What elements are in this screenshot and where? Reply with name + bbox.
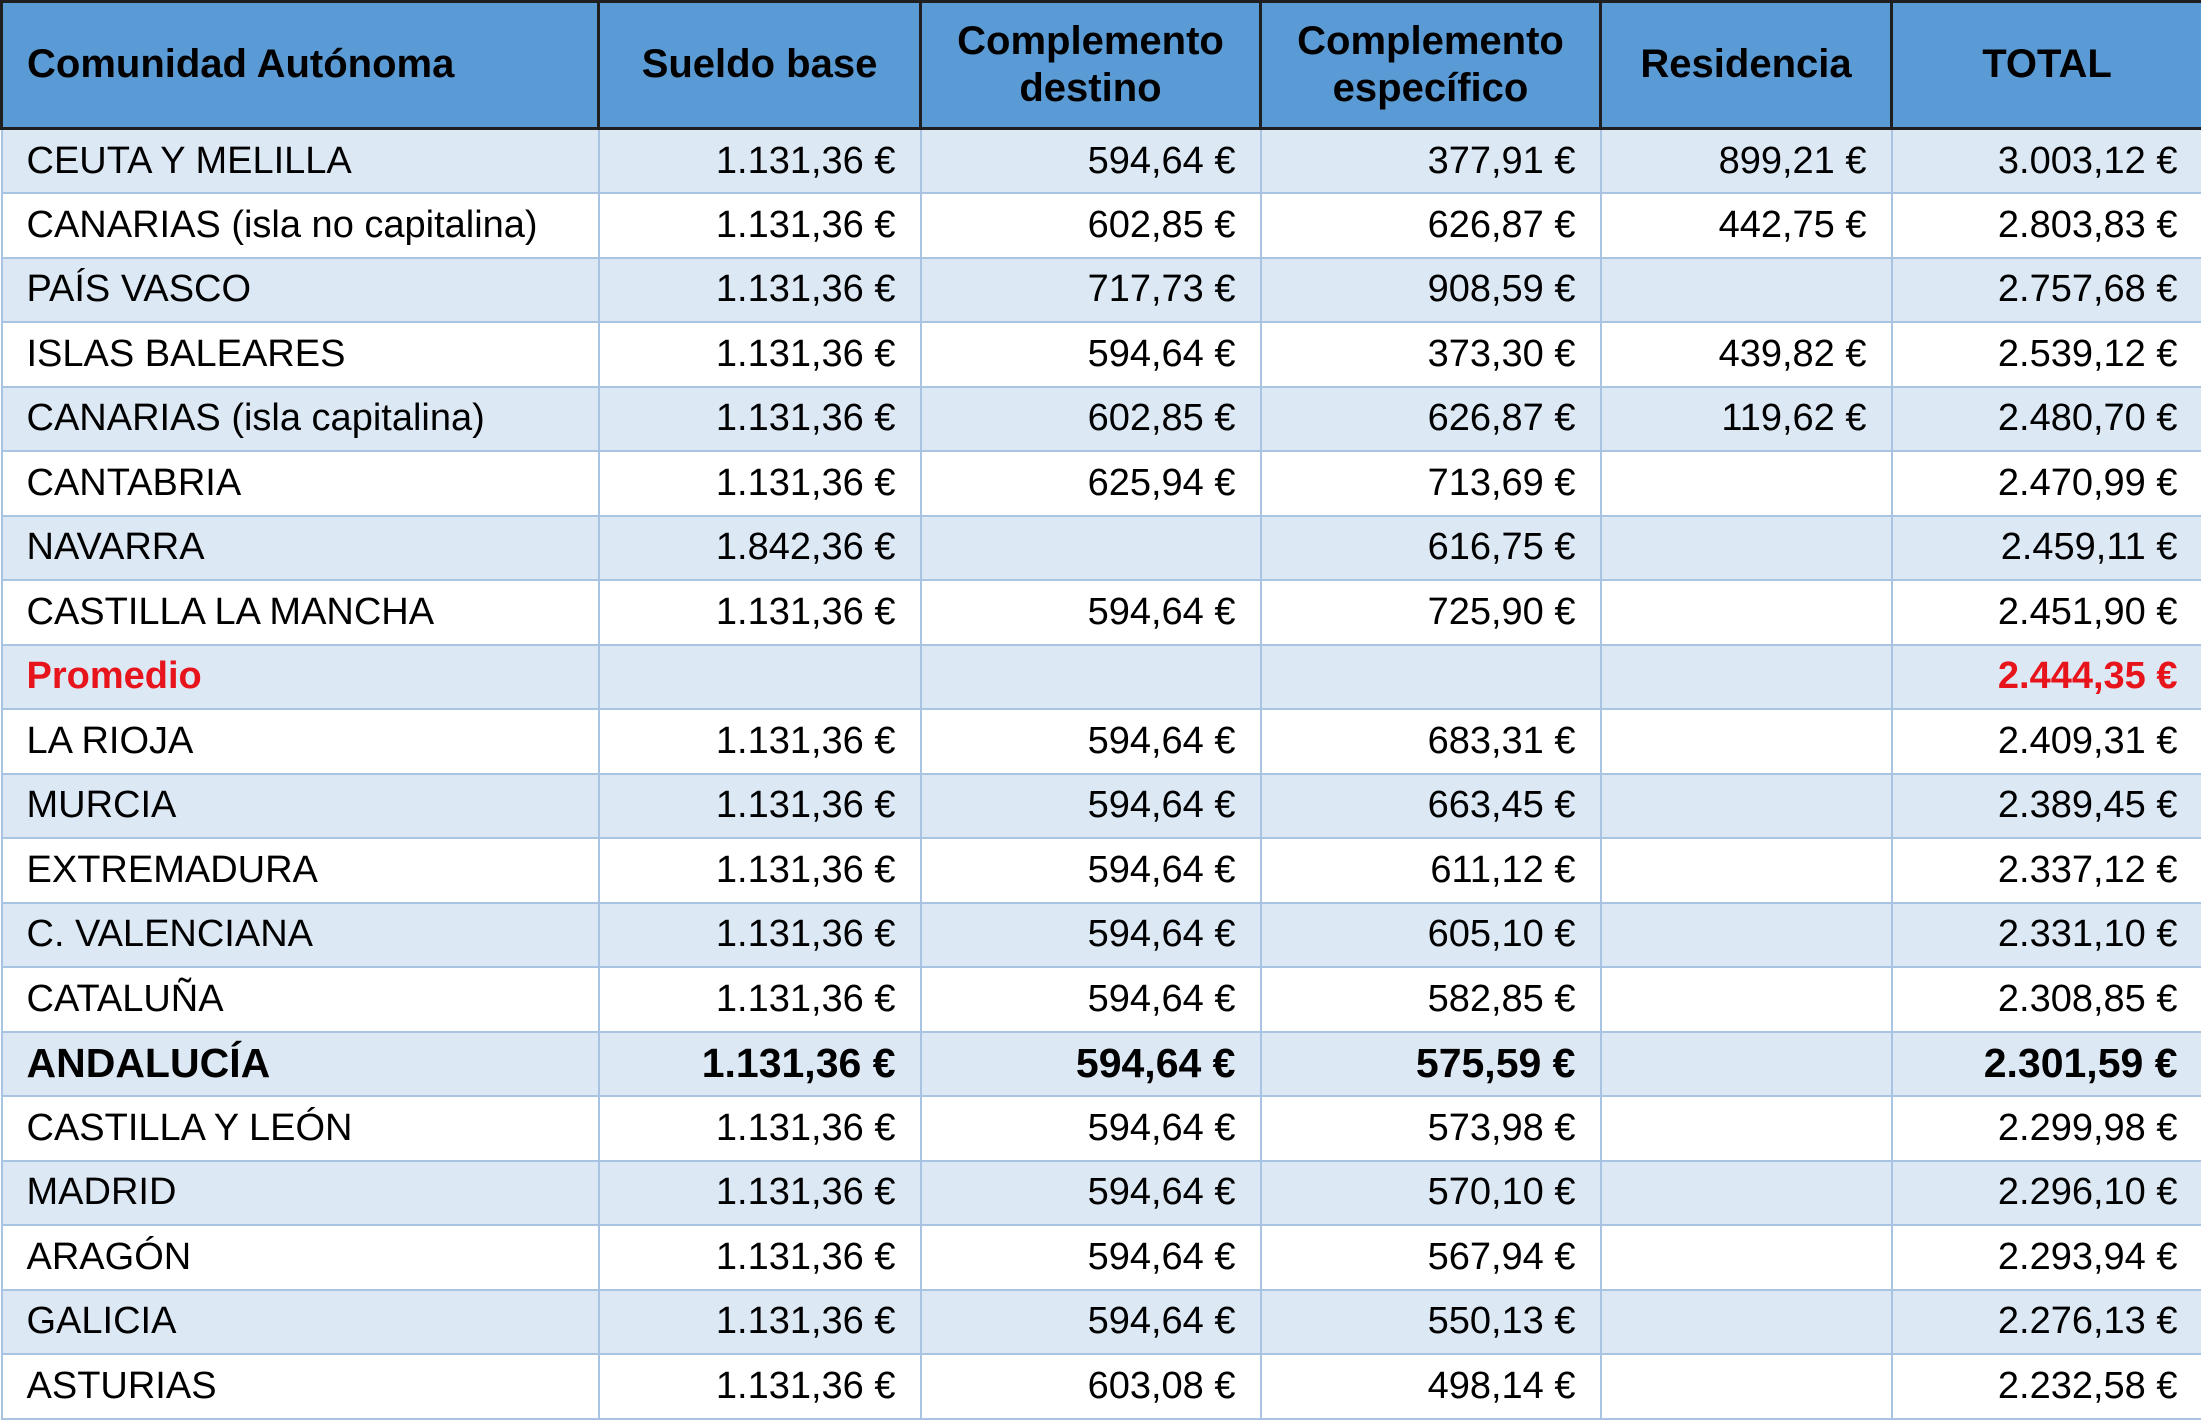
cell-total: 2.444,35 € (1892, 645, 2201, 710)
cell-comunidad: CATALUÑA (2, 967, 599, 1032)
cell-residencia (1601, 903, 1892, 968)
cell-comunidad: GALICIA (2, 1290, 599, 1355)
cell-complemento-destino (921, 516, 1261, 581)
cell-residencia (1601, 709, 1892, 774)
cell-complemento-destino: 594,64 € (921, 903, 1261, 968)
cell-sueldo-base: 1.131,36 € (599, 838, 921, 903)
table-row (2, 1354, 2201, 1419)
cell-sueldo-base: 1.131,36 € (599, 903, 921, 968)
cell-residencia (1601, 838, 1892, 903)
cell-complemento-destino: 594,64 € (921, 1096, 1261, 1161)
cell-complemento-especifico: 616,75 € (1261, 516, 1601, 581)
cell-comunidad: ARAGÓN (2, 1225, 599, 1290)
cell-complemento-especifico (1261, 645, 1601, 710)
cell-sueldo-base: 1.131,36 € (599, 322, 921, 387)
cell-complemento-especifico: 498,14 € (1261, 1354, 1601, 1419)
cell-sueldo-base: 1.131,36 € (599, 1096, 921, 1161)
table-row (2, 1161, 2201, 1226)
cell-comunidad: CANARIAS (isla capitalina) (2, 387, 599, 452)
cell-complemento-especifico: 567,94 € (1261, 1225, 1601, 1290)
cell-residencia: 439,82 € (1601, 322, 1892, 387)
cell-residencia (1601, 451, 1892, 516)
cell-sueldo-base: 1.131,36 € (599, 967, 921, 1032)
cell-complemento-destino: 594,64 € (921, 322, 1261, 387)
header-comunidad: Comunidad Autónoma (2, 2, 599, 129)
cell-sueldo-base: 1.131,36 € (599, 709, 921, 774)
cell-complemento-destino: 594,64 € (921, 1161, 1261, 1226)
cell-residencia (1601, 1225, 1892, 1290)
cell-complemento-destino: 717,73 € (921, 258, 1261, 323)
cell-total: 2.337,12 € (1892, 838, 2201, 903)
cell-total: 2.389,45 € (1892, 774, 2201, 839)
cell-residencia: 442,75 € (1601, 193, 1892, 258)
table-row (2, 774, 2201, 839)
cell-complemento-especifico: 377,91 € (1261, 129, 1601, 194)
cell-comunidad: NAVARRA (2, 516, 599, 581)
cell-complemento-destino: 603,08 € (921, 1354, 1261, 1419)
cell-sueldo-base: 1.131,36 € (599, 580, 921, 645)
cell-sueldo-base: 1.131,36 € (599, 1032, 921, 1097)
cell-complemento-destino: 594,64 € (921, 1032, 1261, 1097)
table-row (2, 709, 2201, 774)
cell-complemento-especifico: 605,10 € (1261, 903, 1601, 968)
cell-residencia (1601, 580, 1892, 645)
cell-sueldo-base: 1.131,36 € (599, 387, 921, 452)
table-row (2, 1096, 2201, 1161)
cell-comunidad: MADRID (2, 1161, 599, 1226)
table-row (2, 451, 2201, 516)
table-row (2, 1032, 2201, 1097)
cell-comunidad: PAÍS VASCO (2, 258, 599, 323)
cell-sueldo-base: 1.131,36 € (599, 1290, 921, 1355)
cell-residencia (1601, 258, 1892, 323)
cell-total: 2.299,98 € (1892, 1096, 2201, 1161)
cell-comunidad: ISLAS BALEARES (2, 322, 599, 387)
cell-complemento-destino: 594,64 € (921, 838, 1261, 903)
table-body (2, 129, 2201, 1419)
cell-total: 2.293,94 € (1892, 1225, 2201, 1290)
cell-complemento-especifico: 713,69 € (1261, 451, 1601, 516)
cell-complemento-especifico: 573,98 € (1261, 1096, 1601, 1161)
cell-total: 2.308,85 € (1892, 967, 2201, 1032)
cell-total: 2.331,10 € (1892, 903, 2201, 968)
cell-comunidad: CASTILLA LA MANCHA (2, 580, 599, 645)
cell-residencia (1601, 516, 1892, 581)
table-row (2, 1290, 2201, 1355)
cell-sueldo-base: 1.131,36 € (599, 1161, 921, 1226)
cell-total: 2.459,11 € (1892, 516, 2201, 581)
cell-complemento-especifico: 908,59 € (1261, 258, 1601, 323)
cell-total: 2.451,90 € (1892, 580, 2201, 645)
cell-comunidad: CASTILLA Y LEÓN (2, 1096, 599, 1161)
cell-comunidad: Promedio (2, 645, 599, 710)
header-residencia: Residencia (1601, 2, 1892, 129)
cell-comunidad: CEUTA Y MELILLA (2, 129, 599, 194)
cell-residencia (1601, 774, 1892, 839)
cell-residencia (1601, 1161, 1892, 1226)
cell-comunidad: LA RIOJA (2, 709, 599, 774)
cell-complemento-destino: 594,64 € (921, 1225, 1261, 1290)
cell-complemento-destino: 594,64 € (921, 1290, 1261, 1355)
cell-complemento-destino: 594,64 € (921, 774, 1261, 839)
cell-total: 2.296,10 € (1892, 1161, 2201, 1226)
header-complemento-especifico: Complemento específico (1261, 2, 1601, 129)
cell-complemento-destino: 594,64 € (921, 129, 1261, 194)
cell-sueldo-base: 1.131,36 € (599, 774, 921, 839)
cell-sueldo-base: 1.131,36 € (599, 451, 921, 516)
cell-residencia (1601, 645, 1892, 710)
table-row (2, 322, 2201, 387)
cell-complemento-destino: 602,85 € (921, 387, 1261, 452)
cell-comunidad: CANARIAS (isla no capitalina) (2, 193, 599, 258)
table-row (2, 129, 2201, 194)
table-row (2, 903, 2201, 968)
cell-total: 3.003,12 € (1892, 129, 2201, 194)
cell-total: 2.803,83 € (1892, 193, 2201, 258)
cell-residencia (1601, 1096, 1892, 1161)
cell-complemento-destino: 625,94 € (921, 451, 1261, 516)
cell-sueldo-base: 1.842,36 € (599, 516, 921, 581)
cell-total: 2.757,68 € (1892, 258, 2201, 323)
table-row (2, 580, 2201, 645)
cell-sueldo-base: 1.131,36 € (599, 1225, 921, 1290)
cell-comunidad: MURCIA (2, 774, 599, 839)
cell-complemento-especifico: 570,10 € (1261, 1161, 1601, 1226)
cell-residencia (1601, 967, 1892, 1032)
cell-complemento-especifico: 550,13 € (1261, 1290, 1601, 1355)
table-row (2, 258, 2201, 323)
cell-complemento-especifico: 626,87 € (1261, 193, 1601, 258)
cell-residencia (1601, 1354, 1892, 1419)
cell-complemento-especifico: 663,45 € (1261, 774, 1601, 839)
cell-comunidad: ASTURIAS (2, 1354, 599, 1419)
table-row (2, 645, 2201, 710)
table-row (2, 967, 2201, 1032)
cell-total: 2.301,59 € (1892, 1032, 2201, 1097)
table-row (2, 193, 2201, 258)
cell-complemento-destino: 594,64 € (921, 580, 1261, 645)
cell-total: 2.232,58 € (1892, 1354, 2201, 1419)
cell-complemento-especifico: 611,12 € (1261, 838, 1601, 903)
cell-complemento-especifico: 373,30 € (1261, 322, 1601, 387)
cell-sueldo-base: 1.131,36 € (599, 193, 921, 258)
cell-sueldo-base: 1.131,36 € (599, 1354, 921, 1419)
cell-residencia: 119,62 € (1601, 387, 1892, 452)
cell-complemento-especifico: 683,31 € (1261, 709, 1601, 774)
cell-complemento-destino (921, 645, 1261, 710)
cell-complemento-especifico: 626,87 € (1261, 387, 1601, 452)
cell-comunidad: C. VALENCIANA (2, 903, 599, 968)
cell-total: 2.409,31 € (1892, 709, 2201, 774)
cell-total: 2.480,70 € (1892, 387, 2201, 452)
header-complemento-destino: Complemento destino (921, 2, 1261, 129)
table-row (2, 1225, 2201, 1290)
cell-complemento-destino: 602,85 € (921, 193, 1261, 258)
table-row (2, 516, 2201, 581)
header-row (2, 2, 2201, 129)
cell-sueldo-base: 1.131,36 € (599, 129, 921, 194)
cell-residencia: 899,21 € (1601, 129, 1892, 194)
cell-complemento-especifico: 575,59 € (1261, 1032, 1601, 1097)
table-row (2, 387, 2201, 452)
cell-complemento-destino: 594,64 € (921, 967, 1261, 1032)
table-row (2, 838, 2201, 903)
cell-comunidad: CANTABRIA (2, 451, 599, 516)
cell-sueldo-base: 1.131,36 € (599, 258, 921, 323)
header-sueldo-base: Sueldo base (599, 2, 921, 129)
cell-sueldo-base (599, 645, 921, 710)
cell-total: 2.470,99 € (1892, 451, 2201, 516)
cell-residencia (1601, 1290, 1892, 1355)
cell-residencia (1601, 1032, 1892, 1097)
cell-comunidad: ANDALUCÍA (2, 1032, 599, 1097)
cell-complemento-destino: 594,64 € (921, 709, 1261, 774)
cell-total: 2.276,13 € (1892, 1290, 2201, 1355)
header-total: TOTAL (1892, 2, 2201, 129)
cell-complemento-especifico: 725,90 € (1261, 580, 1601, 645)
cell-comunidad: EXTREMADURA (2, 838, 599, 903)
cell-total: 2.539,12 € (1892, 322, 2201, 387)
cell-complemento-especifico: 582,85 € (1261, 967, 1601, 1032)
